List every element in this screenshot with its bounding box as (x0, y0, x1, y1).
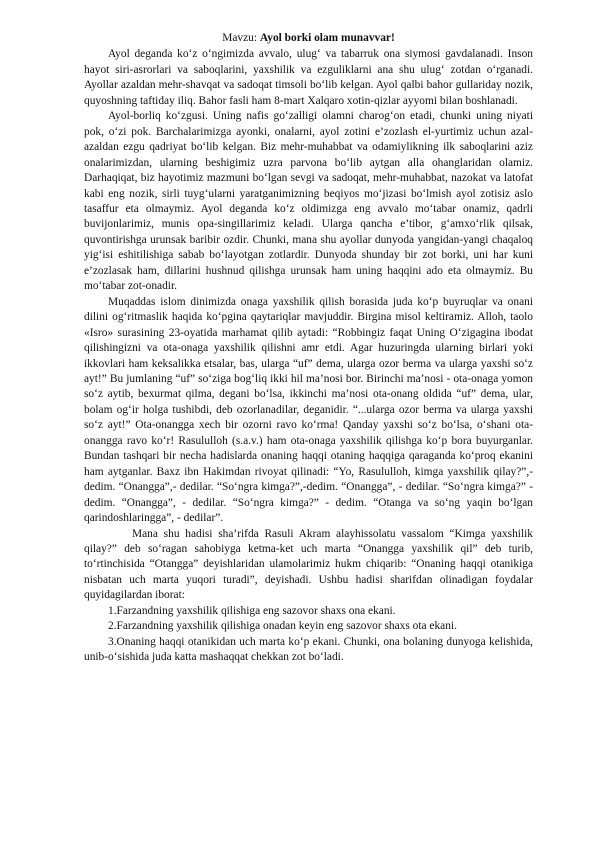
benefits-list (84, 604, 533, 666)
paragraph-3: Muqaddas islom dinimizda onaga yaxshilik qilish borasida juda ko‘p buyruqlar va onani dilini og‘ritmaslik haqida ko‘pgina qaytariqlar mavjuddir. Birgina misol keltiramiz. Alloh, taolo «Isro» surasining 23-oyatida marhamat qilib aytadi: “Robbingiz faqat Uning O‘zigagina ibodat qilishingizni va ota-onaga yaxshilik qilishni amr etdi. Agar huzuringda ularning birlari yoki ikkovlari ham keksalikka etsalar, bas, ularga “uf” dema, ularga ozor berma va ularga yaxshi so‘z ayt!” Bu jumlaning “uf” so‘ziga bog‘liq ikki hil ma’nosi bor. Birinchi ma’nosi - ota-onaga yomon so‘z aytib, bexurmat qilma, degani bo‘lsa, ikkinchi ma’nosi ota-onang oldida “uf” dema, ular, bolam og‘ir holga tushibdi, deb ozorlanadilar, deganidir. “...ularga ozor berma va ularga yaxshi so‘z ayt!” Ota-onangga xech bir ozorni ravo ko‘rma! Qanday yaxshi so‘z bo‘lsa, o‘shani ota-onangga ravo ko‘r! Rasululloh (s.a.v.) ham ota-onaga yaxshilik qilishga ko‘p bora buyurganlar. Bundan tashqari bir necha hadislarda onaning haqqi otaning haqqiga qaraganda ko‘proq ekanini ham aytganlar. Baxz ibn Hakimdan rivoyat qilinadi: “Yo, Rasululloh, kimga yaxshilik qilay?”,- dedim. “Onangga”,- dedilar. “So‘ngra kimga?”,-dedim. “Onangga”, - dedilar. “So‘ngra kimga?” - dedim. “Onangga”, - dedilar. “So‘ngra kimga?” - dedim. “Otanga va so‘ng yaqin bo‘lgan qarindoshlaringga”, - dedilar”. (84, 295, 533, 525)
document-title (84, 31, 533, 46)
title-prefix: Mavzu: (222, 32, 260, 44)
list-item: 2.Farzandning yaxshilik qilishiga onadan keyin eng sazovor shaxs ota ekani. (108, 620, 457, 633)
paragraph-4: Mana shu hadisi sha’rifda Rasuli Akram alayhissolatu vassalom “Kimga yaxshilik qilay?” deb so‘ragan sahobiyga ketma-ket uch marta “Onangga yaxshilik qil” deb turib, to‘rtinchisida “Otangga” deyishlaridan ulamolarimiz hukm chiqarib: “Onaning haqqi otanikiga nisbatan uch marta yuqori turadi”, deyishadi. Ushbu hadisi sharifdan olinadigan foydalar quyidagilardan iborat: (84, 527, 533, 602)
list-item: 3.Onaning haqqi otanikidan uch marta ko‘p ekani. Chunki, ona bolaning dunyoga kelishida, unib-o‘sishida juda katta mashaqqat chekkan zot bo‘ladi. (84, 635, 533, 664)
list-item: 1.Farzandning yaxshilik qilishiga eng sazovor shaxs ona ekani. (108, 604, 396, 617)
title-main: Ayol borki olam munavvar! (259, 32, 395, 44)
paragraph-2: Ayol-borliq ko‘zgusi. Uning nafis go‘zalligi olamni charog‘on etadi, chunki uning niyati pok, o‘zi pok. Barchalarimizga ayonki, onalarni, ayol zotini e’zozlash el-yurtimiz uchun azal-azaldan ezgu qadriyat bo‘lib kelgan. Biz mehr-muhabbat va odamiylikning ilk saboqlarini aziz onalarimizdan, ularning beshigimiz uzra parvona bo‘lib aytgan alla ohanglaridan olamiz. Darhaqiqat, biz hayotimiz mazmuni bo‘lgan sevgi va sadoqat, mehr-muhabbat, nazokat va latofat kabi eng nozik, sirli tuyg‘ularni yaratganimizning beqiyos mo‘jizasi bo‘lmish ayol zotisiz aslo tasaffur eta olmaymiz. Ayol deganda ko‘z oldimizga eng avvalo mo‘tabar onamiz, qadrli buvijonlarimiz, munis opa-singillarimiz keladi. Ularga qancha e’tibor, g‘amxo‘rlik qilsak, quvontirishga urunsak baribir ozdir. Chunki, mana shu ayollar dunyoda yangidan-yangi chaqaloq yig‘isi eshitilishiga sabab bo‘layotgan zotlardir. Dunyoda shunday bir zot borki, uni har kuni e’zozlasak ham, dillarini hushnud qilishga urunsak ham uning haqqini ado eta olmaymiz. Bu mo‘tabar zot-onadir. (84, 110, 533, 293)
document-page (84, 31, 533, 666)
paragraph-1: Ayol deganda ko‘z o‘ngimizda avvalo, ulug‘ va tabarruk ona siymosi gavdalanadi. Inson hayot siri-asrorlari va saboqlarini, yaxshilik va ezguliklarni ana shu ulug‘ zotdan o‘rganadi. Ayollar azaldan mehr-shavqat va sadoqat timsoli bo‘lib kelgan. Ayol qalbi bahor gullariday nozik, quyoshning taftiday iliq. Bahor fasli ham 8-mart Xalqaro xotin-qizlar ayyomi bilan boshlanadi. (84, 48, 533, 107)
